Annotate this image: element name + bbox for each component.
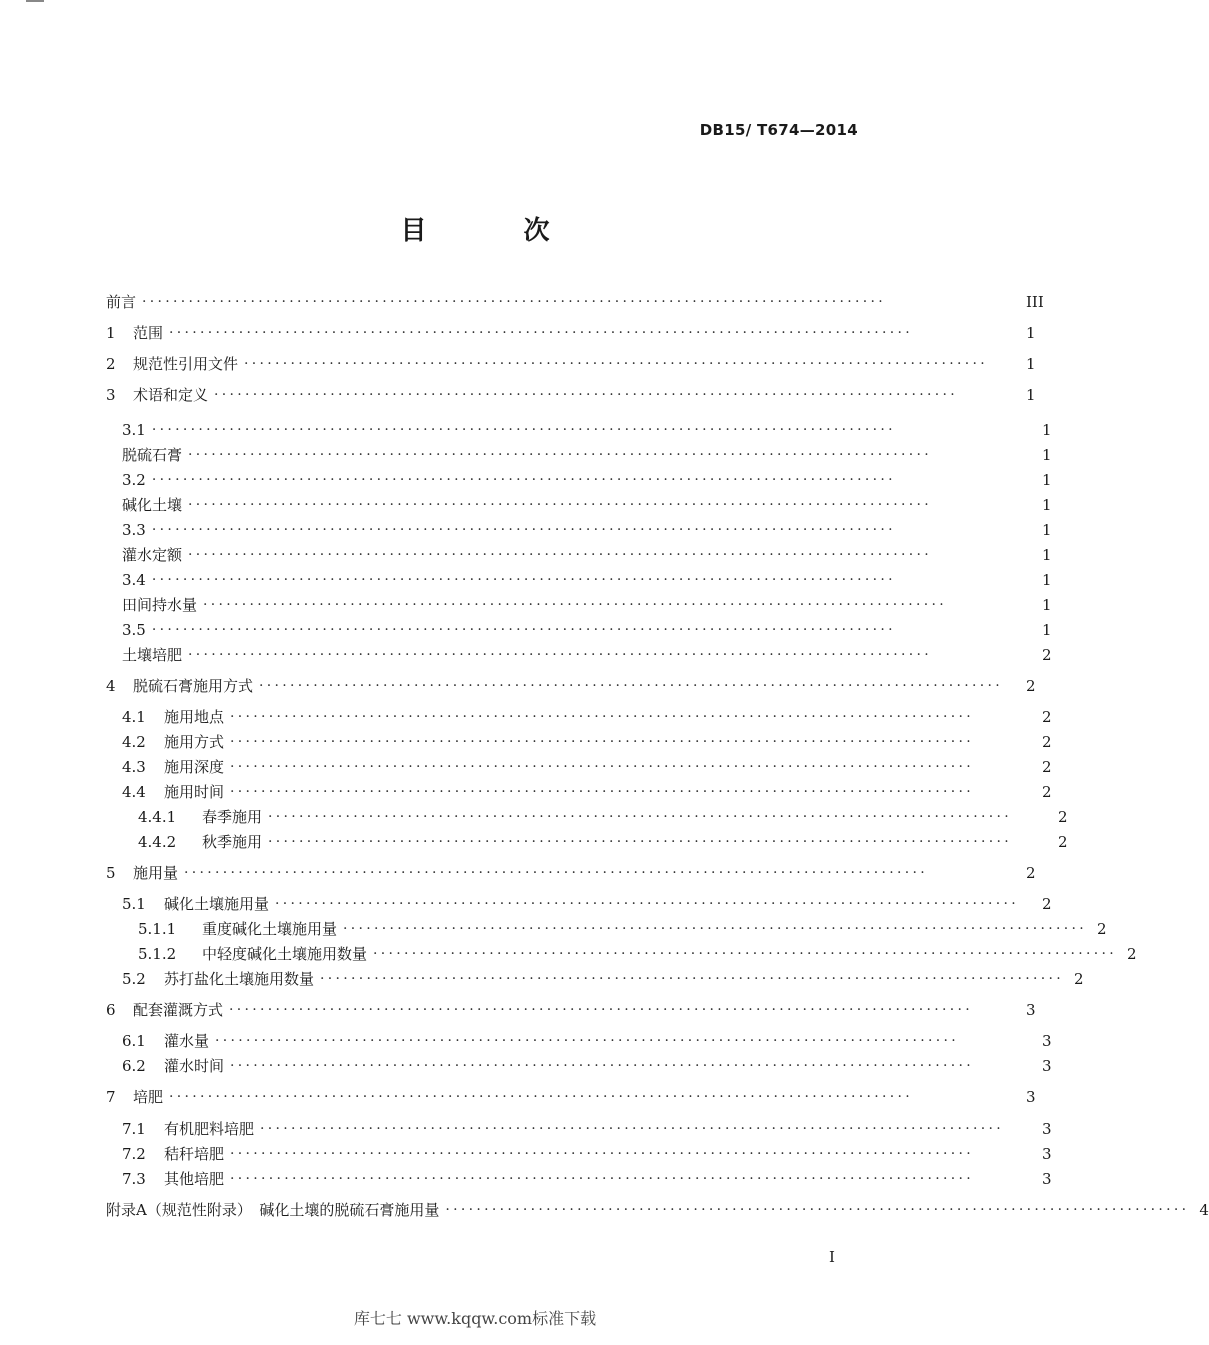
toc-leader: ································································································	[203, 597, 948, 613]
toc-number: 6.2	[122, 1057, 146, 1075]
toc-leader: ································································································	[275, 896, 1020, 912]
toc-label: 重度碱化土壤施用量	[202, 920, 338, 938]
toc-leader: ································································································	[445, 1202, 1190, 1218]
toc-page: 2	[1097, 920, 1107, 938]
toc-entry[interactable]	[0, 781, 1072, 803]
toc-entry[interactable]	[0, 756, 1072, 778]
toc-entry[interactable]	[0, 968, 1084, 990]
toc-label: 田间持水量	[122, 596, 198, 614]
toc-leader: ································································································	[188, 447, 933, 463]
toc-entry[interactable]	[0, 519, 1072, 541]
toc-entry[interactable]	[0, 1055, 1072, 1077]
toc-page: 1	[1042, 471, 1052, 489]
toc-entry[interactable]	[0, 1199, 1209, 1221]
toc-leader: ································································································	[343, 921, 1088, 937]
toc-leader: ································································································	[260, 1121, 1005, 1137]
toc-entry[interactable]	[0, 831, 1088, 853]
toc-page: 3	[1042, 1120, 1052, 1138]
toc-entry[interactable]	[0, 893, 1072, 915]
toc-entry[interactable]	[0, 469, 1072, 491]
toc-entry[interactable]	[0, 918, 1107, 940]
toc-entry[interactable]	[0, 806, 1088, 828]
toc-label: 碱化土壤施用量	[164, 895, 270, 913]
toc-entry[interactable]	[0, 384, 1056, 406]
toc-number: 7	[106, 1088, 116, 1106]
toc-leader: ································································································	[151, 422, 896, 438]
toc-leader: ································································································	[169, 1089, 914, 1105]
toc-leader: ································································································	[230, 734, 975, 750]
toc-label: 苏打盐化土壤施用数量	[164, 970, 315, 988]
toc-number: 4.4.1	[138, 808, 177, 826]
toc-number: 3.1	[122, 421, 146, 439]
toc-entry[interactable]	[0, 569, 1072, 591]
page-number: I	[829, 1248, 835, 1266]
toc-entry[interactable]	[0, 731, 1072, 753]
toc-page: 2	[1058, 808, 1068, 826]
toc-number: 7.3	[122, 1170, 146, 1188]
toc-entry[interactable]	[0, 706, 1072, 728]
toc-page: 1	[1042, 421, 1052, 439]
toc-leader: ································································································	[230, 709, 975, 725]
toc-page: 2	[1026, 677, 1036, 695]
toc-entry[interactable]	[0, 862, 1056, 884]
toc-number: 4.2	[122, 733, 146, 751]
toc-entry[interactable]	[0, 943, 1137, 965]
toc-label: 规范性引用文件	[133, 355, 239, 373]
toc-entry[interactable]	[0, 594, 1072, 616]
toc-label: 土壤培肥	[122, 646, 183, 664]
toc-page: 1	[1042, 496, 1052, 514]
toc-number: 5.2	[122, 970, 146, 988]
toc-leader: ································································································	[244, 356, 989, 372]
toc-leader: ································································································	[151, 522, 896, 538]
toc-number: 4.4.2	[138, 833, 177, 851]
toc-label: 灌水时间	[164, 1057, 225, 1075]
toc-label: 施用时间	[164, 783, 225, 801]
toc-page: 2	[1042, 646, 1052, 664]
toc-label: 灌水量	[164, 1032, 210, 1050]
toc-number: 4.3	[122, 758, 146, 776]
toc-page: 1	[1042, 446, 1052, 464]
toc-number: 3.2	[122, 471, 146, 489]
toc-page: 1	[1042, 521, 1052, 539]
toc-label: 碱化土壤	[122, 496, 183, 514]
toc-label: 秸秆培肥	[164, 1145, 225, 1163]
toc-leader: ································································································	[268, 834, 1013, 850]
toc-label: 附录A（规范性附录） 碱化土壤的脱硫石膏施用量	[106, 1201, 440, 1219]
toc-page: 2	[1074, 970, 1084, 988]
toc-label: 施用量	[133, 864, 179, 882]
toc-label: 施用深度	[164, 758, 225, 776]
toc-page: 2	[1042, 758, 1052, 776]
toc-number: 5	[106, 864, 116, 882]
toc-page: 2	[1042, 708, 1052, 726]
toc-number: 3.4	[122, 571, 146, 589]
toc-leader: ································································································	[229, 1002, 974, 1018]
toc-leader: ································································································	[259, 678, 1004, 694]
toc-leader: ································································································	[268, 809, 1013, 825]
toc-number: 6.1	[122, 1032, 146, 1050]
toc-number: 2	[106, 355, 116, 373]
toc-entry[interactable]	[0, 1168, 1072, 1190]
toc-leader: ································································································	[214, 387, 959, 403]
toc-leader: ································································································	[230, 1171, 975, 1187]
toc-label: 其他培肥	[164, 1170, 225, 1188]
toc-label: 春季施用	[202, 808, 263, 826]
toc-number: 1	[106, 324, 116, 342]
toc-number: 4.1	[122, 708, 146, 726]
toc-page: 1	[1026, 355, 1036, 373]
toc-page: 2	[1042, 733, 1052, 751]
toc-entry[interactable]	[0, 544, 1072, 566]
toc-leader: ································································································	[142, 294, 887, 310]
toc-page: 3	[1042, 1057, 1052, 1075]
toc-label: 培肥	[133, 1088, 164, 1106]
toc-entry[interactable]	[0, 675, 1056, 697]
toc-page: 3	[1042, 1145, 1052, 1163]
toc-label: 有机肥料培肥	[164, 1120, 255, 1138]
toc-leader: ································································································	[188, 647, 933, 663]
toc-number: 5.1	[122, 895, 146, 913]
toc-page: 4	[1199, 1201, 1209, 1219]
toc-leader: ································································································	[230, 759, 975, 775]
toc-entry[interactable]	[0, 291, 1056, 313]
toc-label: 前言	[106, 293, 137, 311]
toc-leader: ································································································	[230, 1146, 975, 1162]
toc-leader: ································································································	[188, 547, 933, 563]
toc-entry[interactable]	[0, 419, 1072, 441]
toc-page: 1	[1026, 324, 1036, 342]
toc-entry[interactable]	[0, 322, 1056, 344]
toc-page: 2	[1042, 783, 1052, 801]
toc-entry[interactable]	[0, 1118, 1072, 1140]
toc-leader: ································································································	[320, 971, 1065, 987]
toc-number: 4	[106, 677, 116, 695]
toc-page: 3	[1042, 1170, 1052, 1188]
toc-leader: ································································································	[184, 865, 929, 881]
toc-number: 7.1	[122, 1120, 146, 1138]
toc-label: 配套灌溉方式	[133, 1001, 224, 1019]
toc-page: 3	[1026, 1001, 1036, 1019]
toc-leader: ································································································	[169, 325, 914, 341]
toc-leader: ································································································	[151, 472, 896, 488]
toc-page: 2	[1026, 864, 1036, 882]
toc-entry[interactable]	[0, 1086, 1056, 1108]
toc-page: 2	[1127, 945, 1137, 963]
footer-watermark: 库七七 www.kqqw.com标准下载	[353, 1309, 597, 1328]
toc-label: 范围	[133, 324, 164, 342]
toc-number: 3.5	[122, 621, 146, 639]
toc-leader: ································································································	[373, 946, 1118, 962]
toc-entry[interactable]	[0, 494, 1072, 516]
toc-leader: ································································································	[151, 572, 896, 588]
toc-page: 1	[1042, 546, 1052, 564]
toc-number: 3.3	[122, 521, 146, 539]
toc-leader: ································································································	[230, 1058, 975, 1074]
toc-number: 5.1.2	[138, 945, 177, 963]
toc-label: 秋季施用	[202, 833, 263, 851]
toc-entry[interactable]	[0, 1143, 1072, 1165]
toc-page: 1	[1042, 596, 1052, 614]
toc-leader: ································································································	[230, 784, 975, 800]
toc-page: 1	[1042, 571, 1052, 589]
toc-leader: ································································································	[188, 497, 933, 513]
toc-number: 7.2	[122, 1145, 146, 1163]
toc-page: 1	[1026, 386, 1036, 404]
toc-leader: ································································································	[151, 622, 896, 638]
toc-page: 3	[1026, 1088, 1036, 1106]
toc-entry[interactable]	[0, 353, 1056, 375]
toc-page: 2	[1042, 895, 1052, 913]
page-title: 目 次	[400, 216, 594, 246]
toc-label: 中轻度碱化土壤施用数量	[202, 945, 368, 963]
toc-label: 脱硫石膏	[122, 446, 183, 464]
toc-label: 脱硫石膏施用方式	[133, 677, 254, 695]
toc-label: 灌水定额	[122, 546, 183, 564]
toc-number: 6	[106, 1001, 116, 1019]
toc-leader: ································································································	[215, 1033, 960, 1049]
toc-entry[interactable]	[0, 619, 1072, 641]
toc-page: III	[1026, 293, 1044, 311]
toc-entry[interactable]	[0, 999, 1056, 1021]
toc-entry[interactable]	[0, 444, 1072, 466]
toc-page: 3	[1042, 1032, 1052, 1050]
toc-number: 4.4	[122, 783, 146, 801]
toc-number: 3	[106, 386, 116, 404]
document-code: DB15/ T674—2014	[699, 121, 858, 139]
toc-entry[interactable]	[0, 644, 1072, 666]
toc-label: 施用地点	[164, 708, 225, 726]
toc-page: 1	[1042, 621, 1052, 639]
toc-number: 5.1.1	[138, 920, 177, 938]
toc-label: 术语和定义	[133, 386, 209, 404]
toc-entry[interactable]	[0, 1030, 1072, 1052]
toc-page: 2	[1058, 833, 1068, 851]
toc-label: 施用方式	[164, 733, 225, 751]
